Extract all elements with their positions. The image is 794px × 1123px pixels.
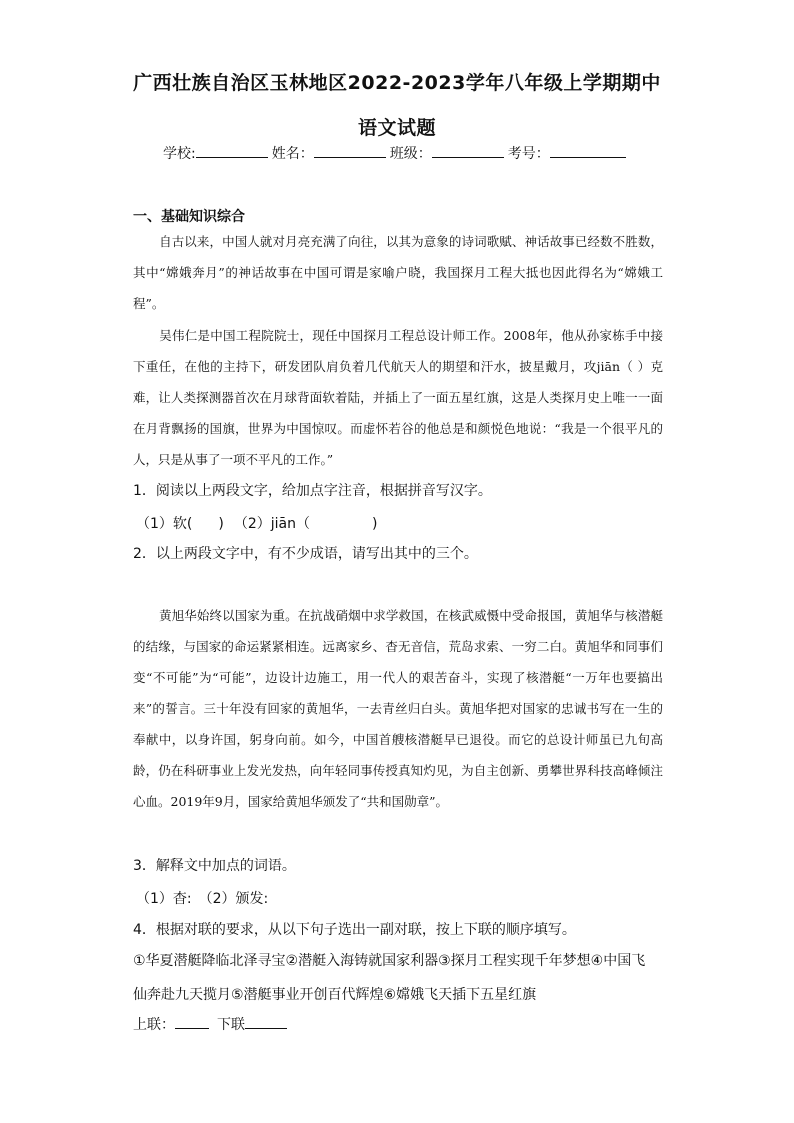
lower-couplet-blank[interactable]	[245, 1014, 287, 1029]
question-4-answer-row	[133, 1014, 287, 1034]
exam-title-line2: 语文试题	[357, 117, 436, 139]
question-2: 2．以上两段文字中，有不少成语，请写出其中的三个。	[133, 546, 478, 562]
question-4: 4．根据对联的要求，从以下句子选出一副对联，按上下联的顺序填写。	[133, 922, 576, 938]
section-heading: 一、基础知识综合	[133, 209, 245, 225]
number-blank[interactable]	[550, 143, 626, 158]
q1-sub-a-close: )	[218, 516, 224, 532]
question-1-subparts	[136, 513, 377, 533]
passage1-paragraph2-text: 吴伟仁是中国工程院院士，现任中国探月工程总设计师工作。2008年，他从孙家栋手中接下重任，在他的主持下，研发团队肩负着几代航天人的期望和汗水，披星戴月，攻jiān（ ）克难，让人类探测器首次在月球背面软着陆，并插上了一面五星红旗，这是人类探月史上唯一一面在月背飘扬的国旗，世界为中国惊叹。而虚怀若谷的他总是和颜悦色地说：“我是一个很平凡的人，只是从事了一项不平凡的工作。”	[133, 328, 663, 467]
class-label: 班级：	[389, 146, 432, 162]
q1-sub-b: （2）jiān（	[233, 516, 310, 532]
question-4-options-line1: ①华夏潜艇降临北泽寻宝②潜艇入海铸就国家利器③探月工程实现千年梦想④中国飞	[133, 953, 646, 969]
passage1-paragraph1-text: 自古以来，中国人就对月亮充满了向往，以其为意象的诗词歌赋、神话故事已经数不胜数，其中“嫦娥奔月”的神话故事在中国可谓是家喻户晓，我国探月工程大抵也因此得名为“嫦娥工程”。	[133, 234, 663, 311]
passage2-paragraph	[133, 600, 663, 817]
upper-couplet-label: 上联：	[133, 1017, 175, 1033]
student-info-row	[163, 143, 630, 163]
question-3-subparts: （1）杳: （2）颁发:	[136, 891, 269, 907]
q1-sub-a: （1）软(	[136, 516, 193, 532]
question-1: 1．阅读以上两段文字，给加点字注音，根据拼音写汉字。	[133, 483, 492, 499]
name-blank[interactable]	[314, 143, 386, 158]
passage1-paragraph2	[133, 320, 663, 475]
question-3: 3．解释文中加点的词语。	[133, 858, 296, 874]
passage1-paragraph1	[133, 226, 663, 319]
exam-title-line1: 广西壮族自治区玉林地区2022-2023学年八年级上学期期中	[133, 72, 661, 94]
number-label: 考号：	[507, 146, 550, 162]
name-label: 姓名：	[271, 146, 314, 162]
question-4-options-line2: 仙奔赴九天揽月⑤潜艇事业开创百代辉煌⑥嫦娥飞天插下五星红旗	[133, 987, 537, 1003]
lower-couplet-label: 下联	[217, 1017, 245, 1033]
upper-couplet-blank[interactable]	[175, 1014, 209, 1029]
school-label: 学校:	[163, 146, 196, 162]
school-blank[interactable]	[196, 143, 268, 158]
class-blank[interactable]	[432, 143, 504, 158]
passage2-paragraph-text: 黄旭华始终以国家为重。在抗战硝烟中求学救国，在核武威慑中受命报国，黄旭华与核潜艇的结缘，与国家的命运紧紧相连。远离家乡、杳无音信，荒岛求索、一穷二白。黄旭华和同事们变“不可能”为“可能”，边设计边施工，用一代人的艰苦奋斗，实现了核潜艇“一万年也要搞出来”的誓言。三十年没有回家的黄旭华，一去青丝归白头。黄旭华把对国家的忠诚书写在一生的奉献中，以身许国，躬身向前。如今，中国首艘核潜艇早已退役。而它的总设计师虽已九旬高龄，仍在科研事业上发光发热，向年轻同事传授真知灼见，为自主创新、勇攀世界科技高峰倾注心血。2019年9月，国家给黄旭华颁发了“共和国勋章”。	[133, 608, 663, 809]
q1-sub-b-close: )	[371, 516, 378, 532]
